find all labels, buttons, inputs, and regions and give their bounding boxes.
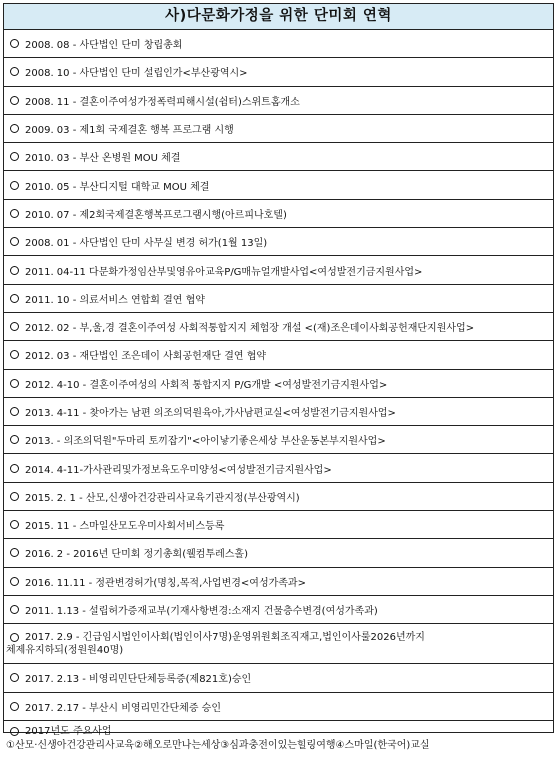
circle-bullet-icon xyxy=(10,152,19,161)
history-item xyxy=(4,58,553,86)
history-item xyxy=(4,87,553,115)
history-item xyxy=(4,341,553,369)
history-item-text: 2015. 2. 1 - 산모,신생아건강관리사교육기관지정(부산광역시) xyxy=(25,492,300,504)
circle-bullet-icon xyxy=(10,379,19,388)
history-item-text: 2014. 4-11-가사관리및가정보육도우미양성<여성발전기금지원사업> xyxy=(25,464,332,476)
history-item xyxy=(4,511,553,539)
history-item-text: 2010. 07 - 제2회국제결혼행복프로그램시행(아르피나호텔) xyxy=(25,209,287,221)
circle-bullet-icon xyxy=(10,294,19,303)
history-item-text: 2012. 02 - 부,울,경 결혼이주여성 사회적통합지지 체험장 개설 <(재)조은데이사회공헌재단지원사업> xyxy=(25,323,475,335)
history-item xyxy=(4,256,553,284)
history-item-text: 2008. 10 - 사단법인 단미 설립인가<부산광역시> xyxy=(25,68,248,80)
circle-bullet-icon xyxy=(10,39,19,48)
history-item-text: 2008. 01 - 사단법인 단미 사무실 변경 허가(1월 13일) xyxy=(25,238,268,250)
circle-bullet-icon xyxy=(10,237,19,246)
circle-bullet-icon xyxy=(10,266,19,275)
history-item-text: 2012. 4-10 - 결혼이주여성의 사회적 통합지지 P/G개발 <여성발전기금지원사업> xyxy=(25,379,388,391)
circle-bullet-icon xyxy=(10,209,19,218)
circle-bullet-icon xyxy=(10,435,19,444)
history-item xyxy=(4,171,553,199)
history-item-text: 2016. 2 - 2016년 단미회 정기총회(웰컴투레스홀) xyxy=(25,549,248,561)
history-item-continuation: 체제유지하되(정원원40명) xyxy=(6,644,124,656)
circle-bullet-icon xyxy=(10,727,19,736)
history-item xyxy=(4,568,553,596)
history-item xyxy=(4,398,553,426)
document-title: 사)다문화가정을 위한 단미회 연혁 xyxy=(4,4,553,30)
history-item-text: 2009. 03 - 제1회 국제결혼 행복 프로그램 시행 xyxy=(25,125,234,137)
history-item-text: 2013. 4-11 - 찾아가는 남편 의조의덕원육아,가사남편교실<여성발전기금지원사업> xyxy=(25,408,396,419)
history-item-text: 2017. 2.9 - 긴급임시법인이사회(법인이사7명)운영위원회조직재고,법인이사룰2026년까지 xyxy=(25,631,425,643)
history-item xyxy=(4,596,553,624)
history-item xyxy=(4,664,553,692)
circle-bullet-icon xyxy=(10,464,19,473)
circle-bullet-icon xyxy=(10,673,19,682)
history-item xyxy=(4,200,553,228)
history-item-text: 2015. 11 - 스마일산모도우미사회서비스등록 xyxy=(25,521,225,533)
history-item xyxy=(4,454,553,482)
annual-projects-title: 2017년도 주요사업 xyxy=(25,725,112,737)
history-item xyxy=(4,693,553,721)
history-list xyxy=(4,30,553,757)
history-item xyxy=(4,370,553,398)
history-item-text: 2010. 05 - 부산디지털 대학교 MOU 체결 xyxy=(25,181,210,193)
history-item-text: 2017. 2.13 - 비영리민단단체등록증(제821호)승인 xyxy=(25,674,252,686)
history-item xyxy=(4,539,553,567)
history-item-line xyxy=(10,631,425,644)
history-item-text: 2008. 11 - 결혼이주여성가정폭력피해시설(쉼터)스위트홈개소 xyxy=(25,96,300,108)
history-item xyxy=(4,426,553,454)
history-item-text: 2017. 2.17 - 부산시 비영리민간단체증 승인 xyxy=(25,702,221,714)
circle-bullet-icon xyxy=(10,407,19,416)
history-item xyxy=(4,313,553,341)
history-item-text: 2013. - 의조의덕원"두마리 토끼잡기"<아이낳기좋은세상 부산운동본부지원사업> xyxy=(25,436,386,448)
history-item xyxy=(4,483,553,511)
history-item xyxy=(4,143,553,171)
history-item-text: 2011. 10 - 의료서비스 연합회 결연 협약 xyxy=(25,294,205,306)
history-item-text: 2011. 04-11 다문화가정임산부및영유아교육P/G매뉴얼개발사업<여성발전기금지원사업> xyxy=(25,266,423,278)
history-item xyxy=(4,30,553,58)
circle-bullet-icon xyxy=(10,350,19,359)
circle-bullet-icon xyxy=(10,702,19,711)
circle-bullet-icon xyxy=(10,548,19,557)
history-item xyxy=(4,285,553,313)
history-item-text: 2012. 03 - 재단법인 조은데이 사회공헌재단 결연 협약 xyxy=(25,351,267,363)
history-item xyxy=(4,228,553,256)
circle-bullet-icon xyxy=(10,181,19,190)
circle-bullet-icon xyxy=(10,520,19,529)
annual-projects xyxy=(4,721,553,757)
circle-bullet-icon xyxy=(10,322,19,331)
circle-bullet-icon xyxy=(10,124,19,133)
circle-bullet-icon xyxy=(10,492,19,501)
history-item-text: 2010. 03 - 부산 온병원 MOU 체결 xyxy=(25,153,181,165)
circle-bullet-icon xyxy=(10,633,19,642)
history-document xyxy=(3,3,554,751)
history-item xyxy=(4,115,553,143)
circle-bullet-icon xyxy=(10,577,19,586)
circle-bullet-icon xyxy=(10,605,19,614)
circle-bullet-icon xyxy=(10,67,19,76)
history-item-text: 2008. 08 - 사단법인 단미 창립총회 xyxy=(25,40,183,52)
circle-bullet-icon xyxy=(10,96,19,105)
history-item-multiline xyxy=(4,624,553,664)
history-item-text: 2011. 1.13 - 설립허가증재교부(기재사항변경:소재지 건물층수변경(여성가족과) xyxy=(25,606,378,618)
history-item-text: 2016. 11.11 - 정관변경허가(명칭,목적,사업변경<여성가족과> xyxy=(25,577,306,589)
annual-projects-list: ①산모·신생아건강관리사교육②해오로만나는세상③심과충전이있는힐링여행④스마일(한국어)교실 xyxy=(6,739,430,751)
